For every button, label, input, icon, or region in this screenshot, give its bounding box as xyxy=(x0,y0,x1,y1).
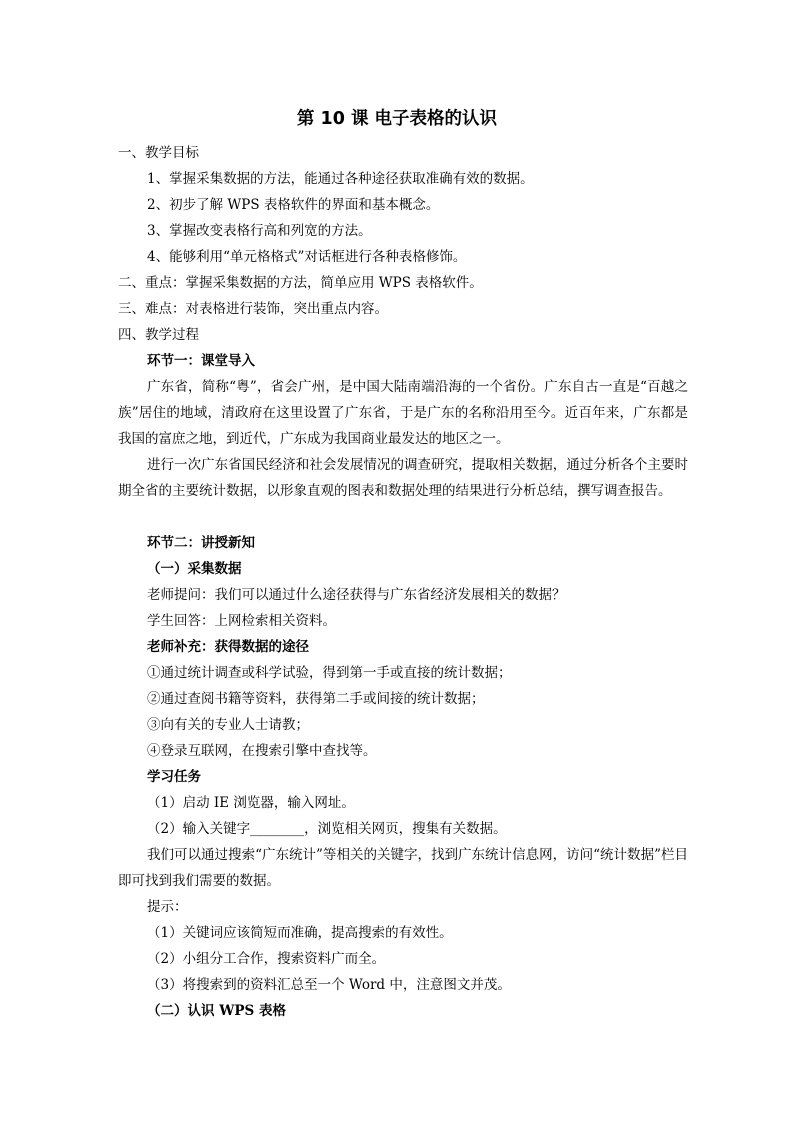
task-item: （1）启动 IE 浏览器，输入网址。 xyxy=(147,795,355,811)
goal-item: 2、初步了解 WPS 表格软件的界面和基本概念。 xyxy=(147,197,440,213)
search-paragraph: 我们可以通过搜索“广东统计”等相关的关键字，找到广东统计信息网，访问“统计数据”栏目即可找到我们需要的数据。 xyxy=(118,847,688,889)
data-way-item: ③向有关的专业人士请教； xyxy=(147,717,309,733)
goal-item: 1、掌握采集数据的方法，能通过各种途径获取准确有效的数据。 xyxy=(147,171,534,187)
goal-item: 3、掌握改变表格行高和列宽的方法。 xyxy=(147,223,372,239)
intro-paragraph: 进行一次广东省国民经济和社会发展情况的调查研究，提取相关数据，通过分析各个主要时期全省的主要统计数据，以形象直观的图表和数据处理的结果进行分析总结，撰写调查报告。 xyxy=(118,457,688,499)
data-way-item: ②通过查阅书籍等资料，获得第二手或间接的统计数据； xyxy=(147,691,485,707)
intro-paragraph: 广东省，简称“粤”，省会广州，是中国大陆南端沿海的一个省份。广东自古一直是“百越之族”居住的地域，清政府在这里设置了广东省，于是广东的名称沿用至今。近百年来，广东都是我国的富庶之地，到近代，广东成为我国商业最发达的地区之一。 xyxy=(118,379,688,447)
data-way-item: ①通过统计调查或科学试验，得到第一手或直接的统计数据； xyxy=(147,665,512,681)
teacher-question: 老师提问：我们可以通过什么途径获得与广东省经济发展相关的数据？ xyxy=(147,587,566,603)
tip-item: （1）关键词应该简短而准确，提高搜索的有效性。 xyxy=(147,925,453,941)
tips-heading: 提示： xyxy=(147,899,188,915)
data-way-item: ④登录互联网，在搜索引擎中查找等。 xyxy=(147,743,377,759)
teacher-supplement: 老师补充：获得数据的途径 xyxy=(147,639,309,655)
subsection-wps-table: （二）认识 WPS 表格 xyxy=(147,1003,286,1019)
subsection-collect-data: （一）采集数据 xyxy=(147,561,242,577)
tip-item: （3）将搜索到的资料汇总至一个 Word 中，注意图文并茂。 xyxy=(147,977,511,993)
goal-item: 4、能够利用“单元格格式”对话框进行各种表格修饰。 xyxy=(147,249,467,265)
section-heading-process: 四、教学过程 xyxy=(118,327,199,343)
student-answer: 学生回答：上网检索相关资料。 xyxy=(147,613,336,629)
section-heading-goals: 一、教学目标 xyxy=(118,145,199,161)
step-two-heading: 环节二：讲授新知 xyxy=(147,535,255,551)
difficulty-line: 三、难点：对表格进行装饰，突出重点内容。 xyxy=(118,301,388,317)
lesson-title: 第 10 课 电子表格的认识 xyxy=(296,109,498,129)
task-item: （2）输入关键字________，浏览相关网页，搜集有关数据。 xyxy=(147,821,507,837)
task-heading: 学习任务 xyxy=(147,769,201,785)
key-point-line: 二、重点：掌握采集数据的方法，简单应用 WPS 表格软件。 xyxy=(118,275,483,291)
tip-item: （2）小组分工合作，搜索资料广而全。 xyxy=(147,951,386,967)
step-one-heading: 环节一：课堂导入 xyxy=(147,353,255,369)
